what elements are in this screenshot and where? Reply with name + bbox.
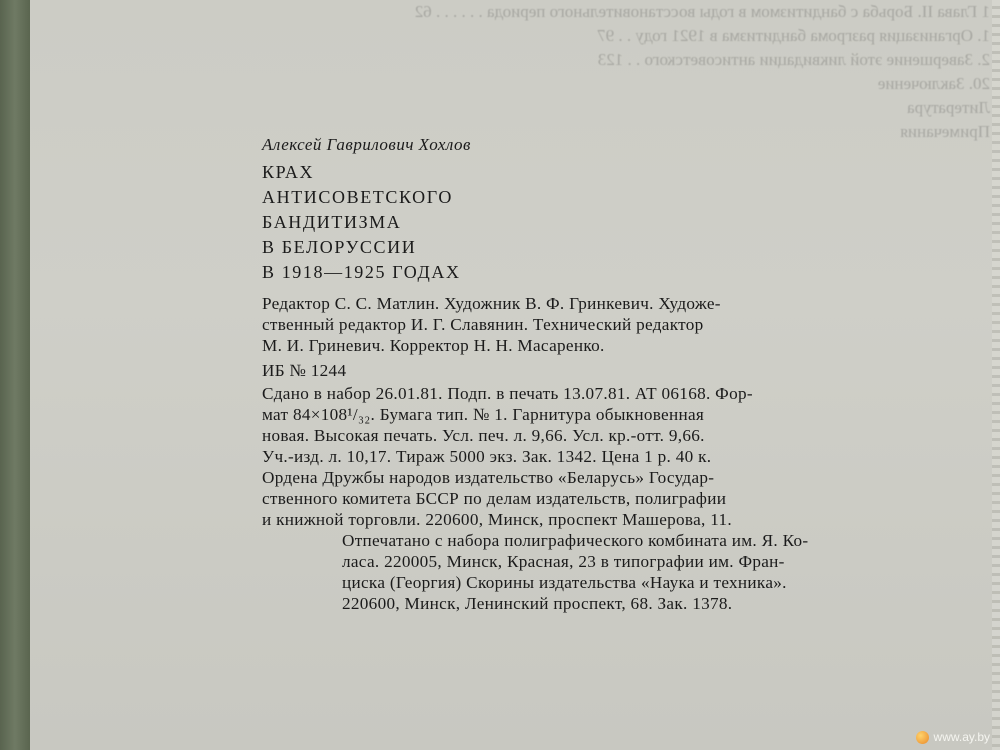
watermark-text: www.ay.by bbox=[933, 730, 990, 744]
book-title bbox=[262, 160, 461, 285]
credits-line: М. И. Гриневич. Корректор Н. Н. Масаренко. bbox=[262, 336, 605, 355]
bleed-line: 2. Завершение этой ликвидации антисоветского . . 123 bbox=[597, 50, 990, 69]
printer-line: 220600, Минск, Ленинский проспект, 68. Зак. 1378. bbox=[342, 594, 733, 613]
title-line: В 1918—1925 ГОДАХ bbox=[262, 262, 461, 282]
credits-line: Редактор С. С. Матлин. Художник В. Ф. Гринкевич. Художе- bbox=[262, 294, 721, 313]
imprint-line: мат 84×108¹/₃₂. Бумага тип. № 1. Гарнитура обыкновенная bbox=[262, 405, 705, 424]
bleed-line: Литература bbox=[907, 98, 990, 117]
title-line: АНТИСОВЕТСКОГО bbox=[262, 187, 453, 207]
title-line: В БЕЛОРУССИИ bbox=[262, 237, 417, 257]
bleed-line: 1 Глава II. Борьба с бандитизмом в годы восстановительного периода . . . . . . 62 bbox=[414, 2, 990, 21]
printer-paragraph bbox=[342, 530, 808, 614]
book-spine bbox=[0, 0, 30, 750]
printer-line: ласа. 220005, Минск, Красная, 23 в типографии им. Фран- bbox=[342, 552, 785, 571]
bleed-line: Примечания bbox=[900, 122, 990, 141]
publisher-line: и книжной торговли. 220600, Минск, проспект Машерова, 11. bbox=[262, 510, 732, 529]
imprint-line: Сдано в набор 26.01.81. Подп. в печать 13.07.81. АТ 06168. Фор- bbox=[262, 384, 753, 403]
credits-line: ственный редактор И. Г. Славянин. Технический редактор bbox=[262, 315, 704, 334]
imprint-line: новая. Высокая печать. Усл. печ. л. 9,66. Усл. кр.-отт. 9,66. bbox=[262, 426, 705, 445]
publisher-line: ственного комитета БССР по делам издательств, полиграфии bbox=[262, 489, 727, 508]
credits-paragraph bbox=[262, 293, 721, 356]
printer-line: циска (Георгия) Скорины издательства «Наука и техника». bbox=[342, 573, 787, 592]
bleed-line: 1. Организация разгрома бандитизма в 1921 году . . 97 bbox=[597, 26, 990, 45]
book-page bbox=[30, 0, 1000, 750]
title-line: КРАХ bbox=[262, 162, 315, 182]
imprint-line: Уч.-изд. л. 10,17. Тираж 5000 экз. Зак. 1342. Цена 1 р. 40 к. bbox=[262, 447, 712, 466]
binding-edge bbox=[992, 0, 1000, 750]
author-name: Алексей Гаврилович Хохлов bbox=[262, 135, 471, 154]
publisher-paragraph bbox=[262, 467, 732, 530]
ib-number: ИБ № 1244 bbox=[262, 361, 347, 380]
printer-line: Отпечатано с набора полиграфического комбината им. Я. Ко- bbox=[342, 531, 809, 550]
title-line: БАНДИТИЗМА bbox=[262, 212, 402, 232]
watermark bbox=[916, 730, 990, 744]
bleed-line: 20. Заключение bbox=[877, 74, 990, 93]
imprint-paragraph bbox=[262, 383, 753, 467]
publisher-line: Ордена Дружбы народов издательство «Беларусь» Государ- bbox=[262, 468, 715, 487]
watermark-logo-icon bbox=[916, 731, 929, 744]
